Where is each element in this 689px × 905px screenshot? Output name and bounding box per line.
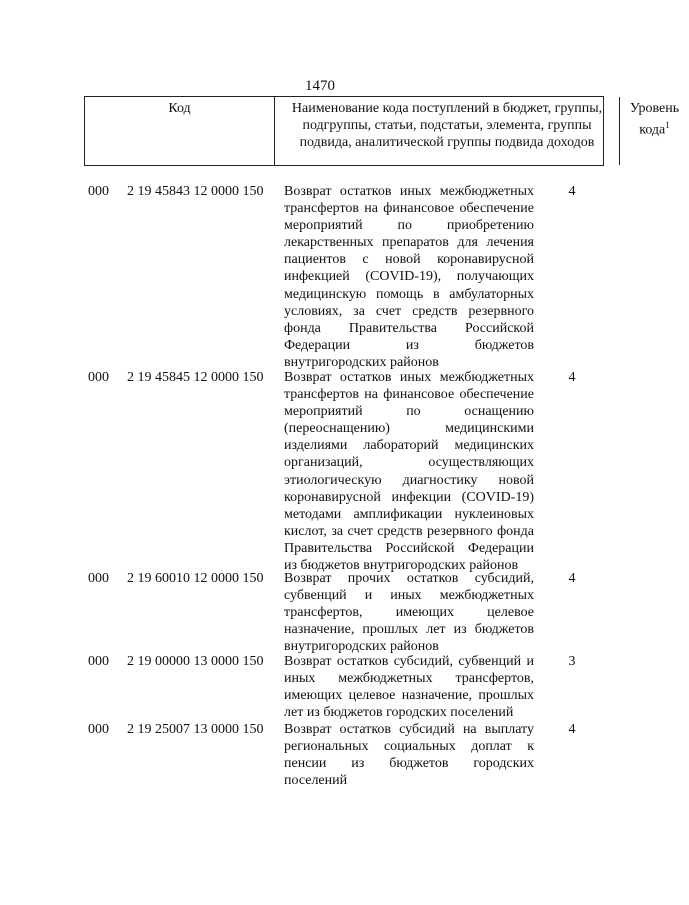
description-line: фонда Правительства Российской xyxy=(284,320,534,336)
description-line: этиологическую диагностику новой xyxy=(284,472,534,488)
description-line: трансфертов на финансовое обеспечение xyxy=(284,201,534,217)
description-line: кислот, за счет средств резервного фонда xyxy=(284,523,534,539)
table-header xyxy=(84,96,680,166)
description-line: медицинскую помощь в амбулаторных xyxy=(284,286,534,302)
description-line: лет из бюджетов городских поселений xyxy=(284,705,514,721)
row-description xyxy=(284,183,534,371)
description-line: организаций, осуществляющих xyxy=(284,455,534,471)
row-income-code: 2 19 45843 12 0000 150 xyxy=(127,184,264,199)
row-description xyxy=(284,721,534,789)
description-line: региональных социальных доплат к xyxy=(284,739,534,755)
description-line: назначение, прошлых лет из бюджетов xyxy=(284,622,534,638)
description-line: пенсии из бюджетов городских xyxy=(284,756,534,772)
row-income-code: 2 19 00000 13 0000 150 xyxy=(127,654,264,669)
description-line: внутригородских районов xyxy=(284,639,439,655)
row-level: 3 xyxy=(568,654,576,669)
row-admin-code: 000 xyxy=(88,370,109,385)
description-line: Правительства Российской Федерации xyxy=(284,540,534,556)
description-line: инфекцией (COVID-19), получающих xyxy=(284,269,534,285)
row-admin-code: 000 xyxy=(88,571,109,586)
description-line: мероприятий по оснащению xyxy=(284,404,534,420)
row-description xyxy=(284,369,534,574)
description-line: лекарственных препаратов для лечения xyxy=(284,235,534,251)
description-line: (переоснащению) медицинскими xyxy=(284,421,534,437)
page-number: 1470 xyxy=(305,78,335,94)
row-income-code: 2 19 60010 12 0000 150 xyxy=(127,571,264,586)
description-line: Возврат остатков субсидий, субвенций и xyxy=(284,654,534,669)
description-line: Возврат остатков субсидий на выплату xyxy=(284,722,534,737)
description-line: субвенций и иных межбюджетных xyxy=(284,588,534,604)
row-admin-code: 000 xyxy=(88,722,109,737)
row-level: 4 xyxy=(568,722,576,737)
header-level-footnote: 1 xyxy=(665,120,670,130)
header-code: Код xyxy=(85,97,275,165)
row-level: 4 xyxy=(568,571,576,586)
row-income-code: 2 19 45845 12 0000 150 xyxy=(127,370,264,385)
description-line: поселений xyxy=(284,773,348,789)
description-line: условиях, за счет средств резервного xyxy=(284,303,534,319)
description-line: имеющих целевое назначение, прошлых xyxy=(284,688,534,704)
description-line: методами амплификации нуклеиновых xyxy=(284,506,534,522)
description-line: внутригородских районов xyxy=(284,354,439,370)
description-line: Федерации из бюджетов xyxy=(284,337,534,353)
header-level xyxy=(620,97,689,165)
description-line: иных межбюджетных трансфертов, xyxy=(284,671,534,687)
header-name: Наименование кода поступлений в бюджет, группы, подгруппы, статьи, подстатьи, элемента, группы подвида, аналитической группы подвида доходов xyxy=(275,97,620,165)
description-line: Возврат остатков иных межбюджетных xyxy=(284,184,534,199)
row-level: 4 xyxy=(568,370,576,385)
description-line: пациентов с новой коронавирусной xyxy=(284,252,534,268)
row-admin-code: 000 xyxy=(88,184,109,199)
description-line: из бюджетов внутригородских районов xyxy=(284,558,519,574)
description-line: трансфертов на финансовое обеспечение xyxy=(284,387,534,403)
header-level-label: Уровень кода xyxy=(629,101,680,138)
description-line: мероприятий по приобретению xyxy=(284,218,534,234)
row-description xyxy=(284,570,534,655)
row-description xyxy=(284,653,534,721)
description-line: Возврат остатков иных межбюджетных xyxy=(284,370,534,385)
row-level: 4 xyxy=(568,184,576,199)
description-line: коронавирусной инфекции (COVID-19) xyxy=(284,489,534,505)
description-line: трансфертов, имеющих целевое xyxy=(284,605,534,621)
description-line: Возврат прочих остатков субсидий, xyxy=(284,571,534,586)
row-admin-code: 000 xyxy=(88,654,109,669)
description-line: изделиями лабораторий медицинских xyxy=(284,438,534,454)
row-income-code: 2 19 25007 13 0000 150 xyxy=(127,722,264,737)
